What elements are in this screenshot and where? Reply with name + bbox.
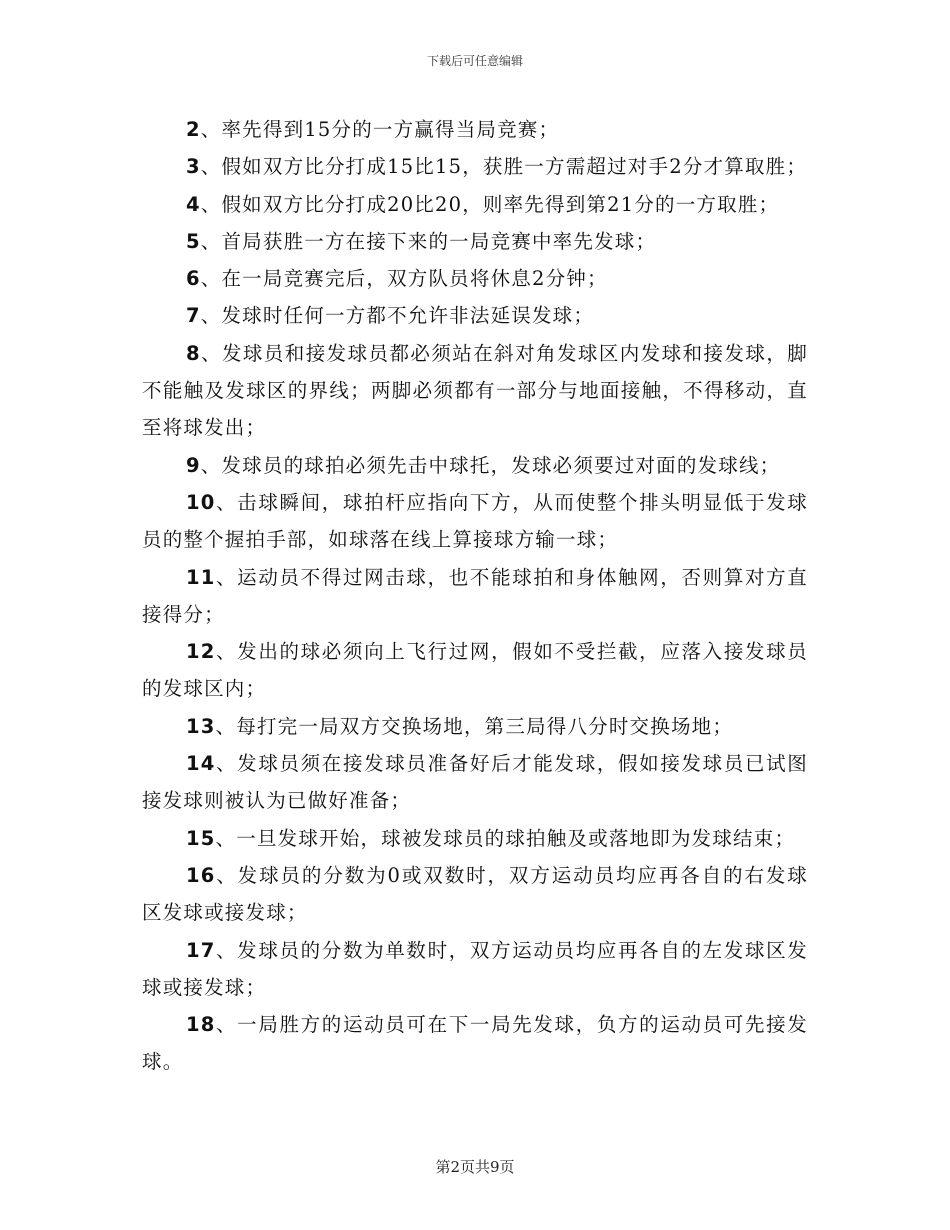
rule-item [142,223,808,260]
rule-number: 12 [186,640,216,664]
rule-number: 7 [186,304,201,328]
rule-text: 、假如双方比分打成20比20，则率先得到第21分的一方取胜； [200,192,780,216]
rule-number: 13 [186,714,216,738]
rule-text: 、发球员须在接发球员准备好后才能发球，假如接发球员已试图接发球则被认为已做好准备； [142,752,808,813]
rule-item [142,1006,808,1081]
rule-text: 、一旦发球开始，球被发球员的球拍触及或落地即为发球结束； [215,826,796,850]
rule-number: 3 [186,155,201,179]
page-header-note: 下载后可任意编辑 [426,54,523,68]
rule-number: 10 [186,490,216,514]
rule-item [142,559,808,634]
rule-item [142,745,808,820]
rule-text: 、在一局竞赛完后，双方队员将休息2分钟； [200,267,608,291]
rule-text: 、击球瞬间，球拍杆应指向下方，从而使整个排头明显低于发球员的整个握拍手部，如球落在线上算接球方输一球； [142,490,808,552]
rule-number: 5 [186,229,201,253]
rule-text: 、首局获胜一方在接下来的一局竞赛中率先发球； [200,229,657,253]
rule-number: 18 [186,1013,216,1037]
rule-text: 、一局胜方的运动员可在下一局先发球，负方的运动员可先接发球。 [142,1013,808,1074]
rule-item [142,297,808,334]
rule-item [142,447,808,484]
rule-number: 11 [186,565,216,589]
rules-list [142,111,808,1081]
rule-text: 、发球员的分数为单数时，双方运动员均应再各自的左发球区发球或接发球； [142,938,808,999]
rule-item [142,708,808,745]
rule-text: 、每打完一局双方交换场地，第三局得八分时交换场地； [215,714,734,738]
rule-text: 、发球员的球拍必须先击中球托，发球必须要过对面的发球线； [200,453,781,477]
rule-number: 14 [186,752,216,776]
rule-text: 、发球时任何一方都不允许非法延误发球； [200,304,595,328]
page-number-footer: 第2页共9页 [435,1158,515,1176]
rule-item [142,820,808,857]
rule-item [142,857,808,932]
rule-item [142,111,808,148]
rule-item [142,484,808,559]
rule-number: 8 [186,341,201,365]
rule-text: 、率先得到15分的一方赢得当局竞赛； [200,118,560,141]
rule-text: 、发出的球必须向上飞行过网，假如不受拦截，应落入接发球员的发球区内； [142,640,808,701]
rule-number: 17 [186,938,216,962]
rule-number: 2 [186,118,201,141]
rule-item [142,633,808,708]
rule-text: 、发球员和接发球员都必须站在斜对角发球区内发球和接发球，脚不能触及发球区的界线；两脚必须都有一部分与地面接触，不得移动，直至将球发出； [142,341,808,440]
rule-text: 、运动员不得过网击球，也不能球拍和身体触网，否则算对方直接得分； [142,565,808,626]
rule-item [142,260,808,297]
rule-item [142,335,808,447]
rule-item [142,148,808,185]
rule-text: 、发球员的分数为0或双数时，双方运动员均应再各自的右发球区发球或接发球； [142,863,808,925]
rule-number: 16 [186,863,216,887]
rule-text: 、假如双方比分打成15比15，获胜一方需超过对手2分才算取胜； [200,155,808,179]
rule-item [142,186,808,223]
rule-number: 9 [186,453,201,477]
rule-item [142,932,808,1007]
rule-number: 6 [186,267,201,291]
rule-number: 4 [186,192,201,216]
rule-number: 15 [186,826,216,850]
